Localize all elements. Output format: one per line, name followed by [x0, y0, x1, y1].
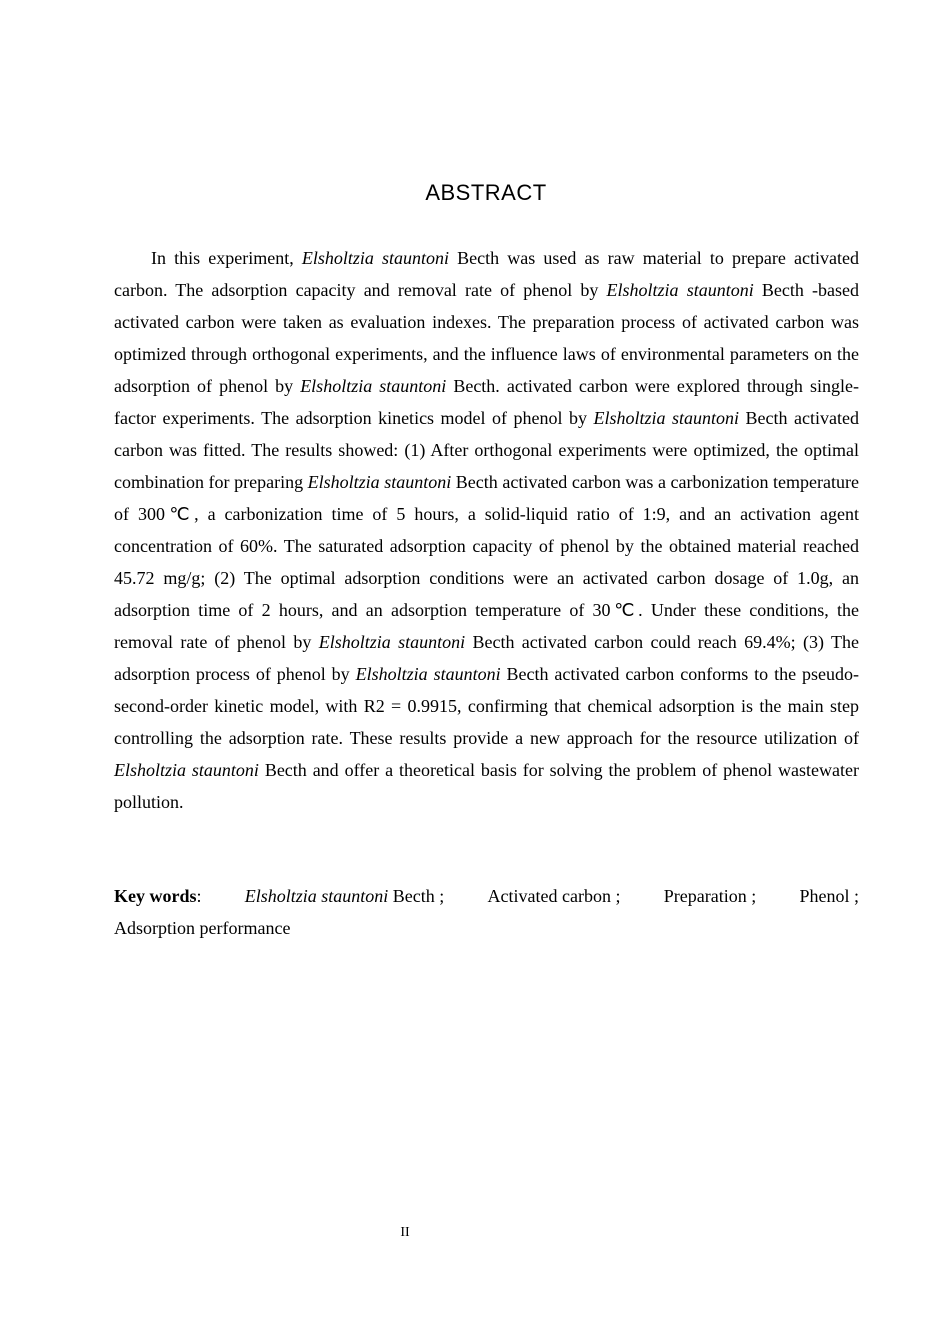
body-text: Becth activated carbon was fitted. The results showed: (1) After orthogonal experiments were optimized, the optimal combination for preparing — [114, 408, 859, 492]
body-text: Becth. activated carbon were explored through single-factor experiments. The adsorption kinetics model of phenol by — [114, 376, 859, 428]
species-name: Elsholtzia stauntoni — [593, 408, 740, 428]
keywords-colon: : — [196, 886, 202, 906]
keyword-item: Phenol ; — [799, 886, 859, 906]
body-text: Becth activated carbon was a carbonization temperature of 300℃, a carbonization time of 5 hours, a solid-liquid ratio of 1:9, and an activation agent concentration of 60%. The saturated adsorption capacity of phenol by the obtained material reached 45.72 mg/g; (2) The optimal adsorption conditions were an activated carbon dosage of 1.0g, an adsorption time of 2 hours, and an adsorption temperature of 30℃. Under these conditions, the removal rate of phenol by — [114, 472, 859, 652]
body-text: Becth was used as raw material to prepare activated carbon. The adsorption capacity and removal rate of phenol by — [114, 248, 859, 300]
keyword-item — [245, 880, 445, 912]
keywords-line — [114, 880, 859, 912]
keyword-heading — [114, 880, 202, 912]
abstract-title: ABSTRACT — [425, 180, 547, 205]
body-text: Becth -based activated carbon were taken as evaluation indexes. The preparation process of activated carbon was optimized through orthogonal experiments, and the influence laws of environmental parameters on the adsorption of phenol by — [114, 280, 859, 396]
keyword-item: Adsorption performance — [114, 918, 291, 938]
abstract-body — [114, 242, 859, 818]
body-text: Becth and offer a theoretical basis for solving the problem of phenol wastewater pollution. — [114, 760, 859, 812]
keywords-label: Key words — [114, 886, 197, 906]
species-name: Elsholtzia stauntoni — [318, 632, 466, 652]
keyword-item: Preparation ; — [663, 886, 757, 906]
body-text: Becth activated carbon conforms to the pseudo-second-order kinetic model, with R2 = 0.9915, confirming that chemical adsorption is the main step controlling the adsorption rate. These results provide a new approach for the resource utilization of — [114, 664, 859, 748]
body-text: Becth activated carbon could reach 69.4%; (3) The adsorption process of phenol by — [114, 632, 859, 684]
species-name: Elsholtzia stauntoni — [606, 280, 754, 300]
keyword-item: Activated carbon ; — [487, 886, 621, 906]
species-name: Elsholtzia stauntoni — [301, 248, 450, 268]
keyword-species-rest: Becth ; — [388, 886, 445, 906]
keyword-species: Elsholtzia stauntoni — [244, 886, 389, 906]
species-name: Elsholtzia stauntoni — [114, 760, 259, 780]
species-name: Elsholtzia stauntoni — [307, 472, 452, 492]
species-name: Elsholtzia stauntoni — [355, 664, 501, 684]
species-name: Elsholtzia stauntoni — [300, 376, 447, 396]
page-number: II — [400, 1225, 410, 1240]
body-text: In this experiment, — [151, 248, 302, 268]
keywords-section — [114, 880, 859, 944]
